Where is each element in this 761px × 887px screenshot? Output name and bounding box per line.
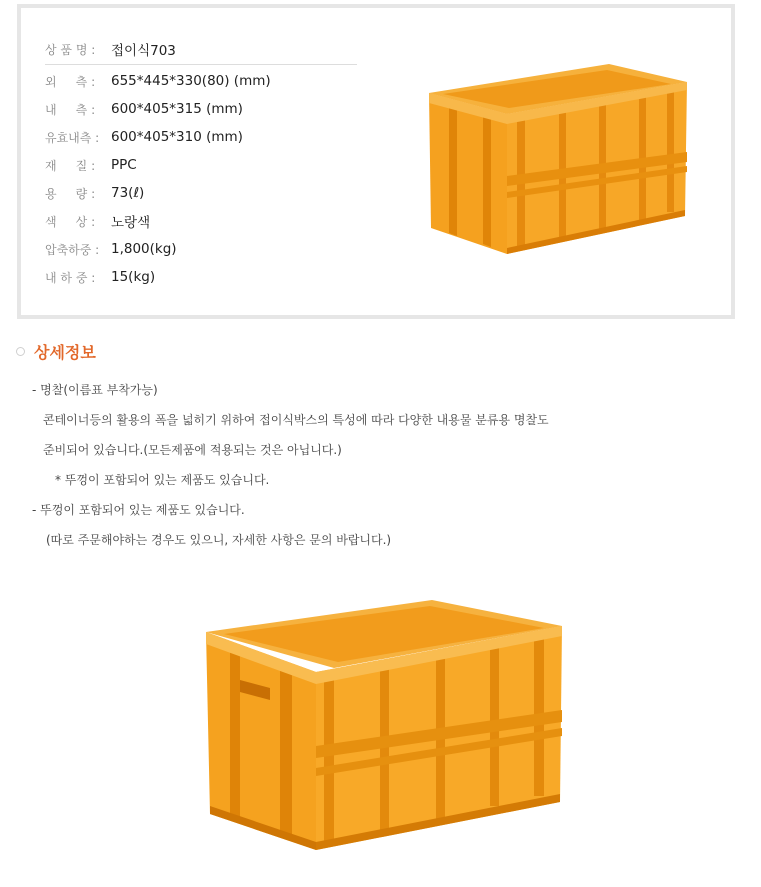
crate-product-image bbox=[200, 596, 570, 856]
spec-row-outer bbox=[45, 67, 357, 95]
detail-line: 콘테이너등의 활용의 폭을 넓히기 위하여 접이식박스의 특성에 따라 다양한 내용물 분류용 명찰도 bbox=[43, 413, 549, 427]
spec-value: 15(kg) bbox=[111, 269, 156, 285]
detail-line: - 뚜껑이 포함되어 있는 제품도 있습니다. bbox=[32, 503, 245, 517]
spec-label: 상 품 명 : bbox=[45, 42, 96, 57]
spec-row-color bbox=[45, 207, 357, 235]
spec-row-compression bbox=[45, 235, 357, 263]
bullet-circle-icon bbox=[16, 347, 25, 356]
spec-box bbox=[17, 4, 735, 319]
detail-line: * 뚜껑이 포함되어 있는 제품도 있습니다. bbox=[55, 473, 270, 487]
spec-label: 용 량 : bbox=[45, 186, 96, 201]
spec-value: 접이식703 bbox=[111, 43, 176, 59]
section-title bbox=[16, 340, 96, 363]
spec-label: 내 하 중 : bbox=[45, 270, 96, 285]
spec-value: 1,800(kg) bbox=[111, 241, 177, 257]
spec-value: 600*405*310 (mm) bbox=[111, 129, 243, 145]
spec-label: 유효내측 : bbox=[45, 130, 100, 145]
spec-row-inner bbox=[45, 95, 357, 123]
spec-label: 압축하중 : bbox=[45, 242, 100, 257]
spec-row-material bbox=[45, 151, 357, 179]
spec-row-effective bbox=[45, 123, 357, 151]
spec-label: 내 측 : bbox=[45, 102, 96, 117]
detail-text bbox=[32, 378, 549, 558]
spec-value: 655*445*330(80) (mm) bbox=[111, 73, 271, 89]
spec-row-load bbox=[45, 263, 357, 291]
spec-value: 노랑색 bbox=[111, 215, 151, 231]
spec-row-name bbox=[45, 34, 357, 65]
spec-table bbox=[45, 34, 357, 291]
detail-line: (따로 주문해야하는 경우도 있으니, 자세한 사항은 문의 바랍니다.) bbox=[46, 533, 392, 547]
spec-label: 재 질 : bbox=[45, 158, 96, 173]
spec-value: PPC bbox=[111, 157, 137, 173]
detail-line: 준비되어 있습니다.(모든제품에 적용되는 것은 아닙니다.) bbox=[43, 443, 342, 457]
spec-label: 외 측 : bbox=[45, 74, 96, 89]
crate-thumbnail-image bbox=[409, 58, 689, 258]
spec-value: 73(ℓ) bbox=[111, 185, 145, 201]
spec-value: 600*405*315 (mm) bbox=[111, 101, 243, 117]
detail-line: - 명찰(이름표 부착가능) bbox=[32, 383, 158, 397]
spec-row-capacity bbox=[45, 179, 357, 207]
section-title-text: 상세정보 bbox=[34, 343, 96, 362]
spec-label: 색 상 : bbox=[45, 214, 96, 229]
